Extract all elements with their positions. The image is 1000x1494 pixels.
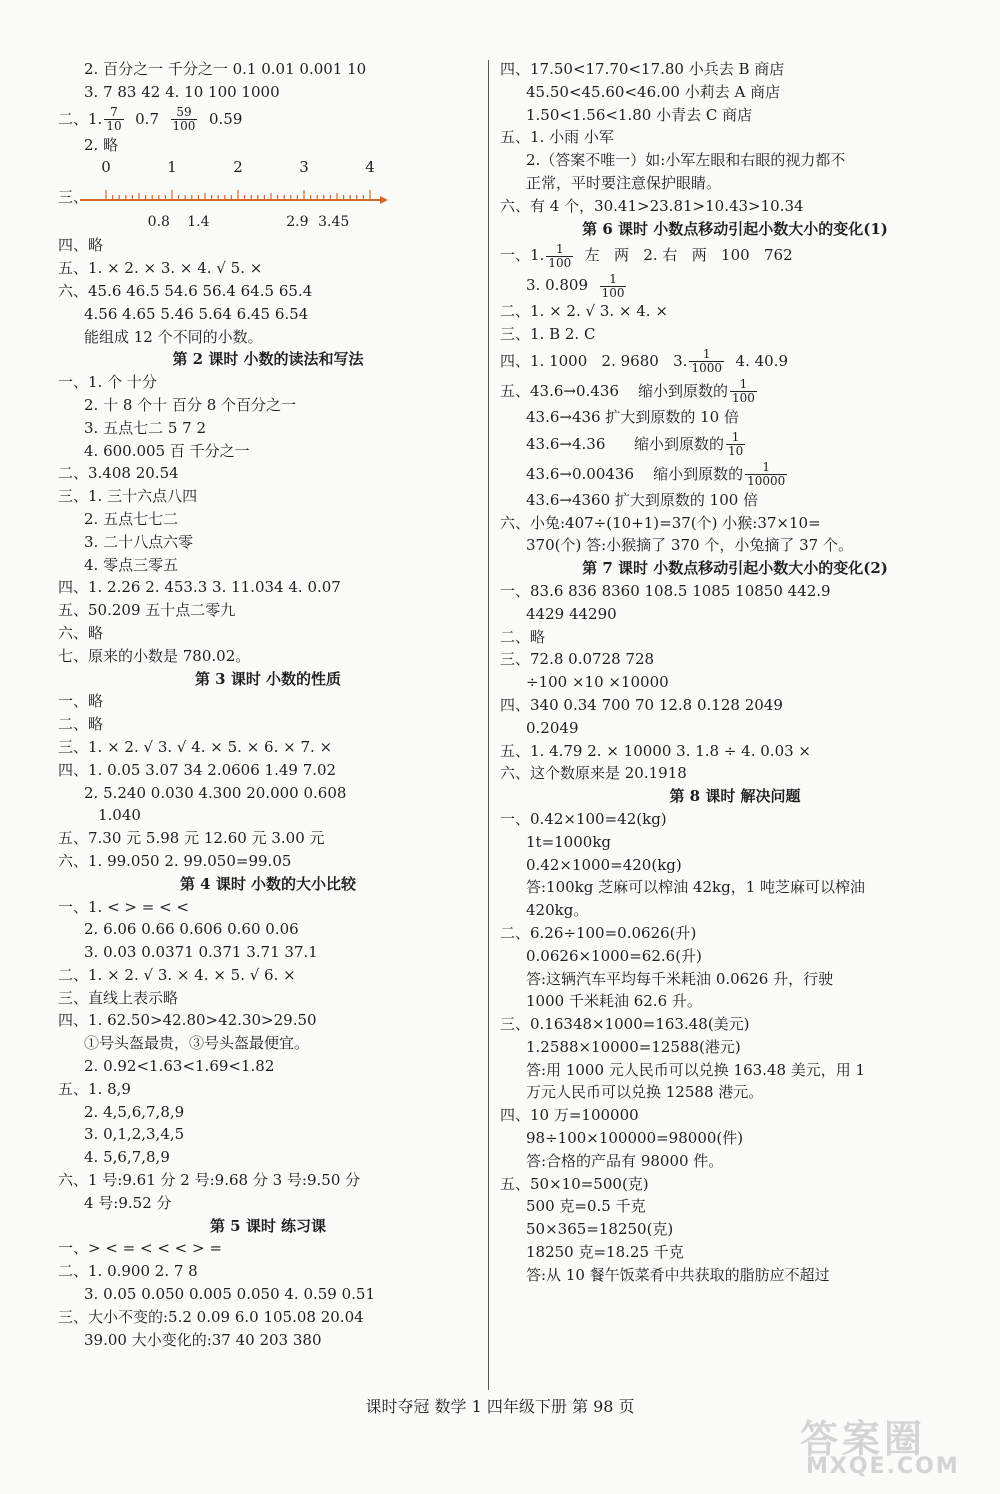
- section-heading: 第 5 课时 练习课: [209, 1216, 327, 1235]
- answer-line: 四、17.50<17.70<17.80 小兵去 B 商店: [500, 60, 785, 78]
- answer-line: 500 克=0.5 千克: [526, 1197, 646, 1216]
- answer-line: 43.6→436 扩大到原数的 10 倍: [526, 407, 739, 426]
- number-line-point-label: 3.45: [318, 214, 350, 231]
- answer-line: 1.2588×10000=12588(港元): [526, 1037, 741, 1056]
- number-line: [80, 156, 440, 234]
- fraction-numerator: 1: [745, 461, 787, 475]
- number-line-tick-label: 0: [101, 158, 111, 177]
- answer-line: 2.（答案不唯一）如:小军左眼和右眼的视力都不: [526, 151, 846, 170]
- fraction: [730, 378, 757, 405]
- answer-line: 2. 6.06 0.66 0.606 0.60 0.06: [84, 920, 299, 939]
- answer-line: 五、7.30 元 5.98 元 12.60 元 3.00 元: [58, 829, 325, 848]
- answer-text: 四、1. 1000 2. 9680 3.: [500, 351, 688, 370]
- answer-text: 43.6→4.36 缩小到原数的: [526, 434, 724, 453]
- answer-line: 万元人民币可以兑换 12588 港元。: [526, 1083, 764, 1102]
- column-divider: [488, 60, 489, 1390]
- number-line-point-label: 1.4: [187, 214, 210, 231]
- answer-line: 答:合格的产品有 98000 件。: [526, 1151, 724, 1170]
- fraction-numerator: 1: [689, 348, 724, 362]
- fraction: [600, 273, 627, 300]
- answer-line: 一、略: [58, 692, 104, 711]
- answer-line: 420kg。: [526, 901, 589, 920]
- answer-line: 50×365=18250(克): [526, 1220, 674, 1239]
- answer-line: 六、45.6 46.5 54.6 56.4 64.5 65.4: [58, 281, 313, 300]
- answer-line: 正常，平时要注意保护眼睛。: [526, 173, 722, 192]
- answer-text: 左 两 2. 右 两 100 762: [575, 246, 793, 265]
- fraction-denominator: 10000: [747, 474, 786, 489]
- arrow-icon: [380, 196, 388, 204]
- answer-line: 39.00 大小变化的:37 40 203 380: [84, 1330, 322, 1349]
- fraction-numerator: 1: [730, 378, 757, 392]
- fraction-numerator: 59: [171, 106, 198, 120]
- fraction-numerator: 1: [726, 431, 745, 445]
- answer-line: 四、10 万=100000: [500, 1106, 639, 1125]
- answer-line: 3. 7 83 42 4. 10 100 1000: [84, 82, 280, 101]
- fraction: [546, 243, 573, 270]
- answer-line-fraction: [500, 459, 970, 489]
- fraction-numerator: 1: [546, 243, 573, 257]
- fraction-denominator: 100: [601, 285, 625, 300]
- answer-line: 三、1. B 2. C: [500, 325, 596, 344]
- watermark-logo: [792, 1408, 982, 1478]
- answer-line: 二、1. × 2. √ 3. × 4. ×: [500, 302, 668, 321]
- answer-text: 0.7: [125, 109, 169, 128]
- answer-line: 4. 5,6,7,8,9: [84, 1148, 170, 1167]
- number-line-point-label: 0.8: [147, 214, 170, 231]
- answer-line: 2. 0.92<1.63<1.69<1.82: [84, 1057, 275, 1076]
- answer-line: 六、有 4 个，30.41>23.81>10.43>10.34: [500, 196, 804, 215]
- answer-line: 2. 5.240 0.030 4.300 20.000 0.608: [84, 783, 347, 802]
- answer-line: 七、原来的小数是 780.02。: [58, 646, 251, 665]
- answer-line: 六、1. 99.050 2. 99.050=99.05: [58, 851, 292, 870]
- answer-line-fraction: [500, 429, 970, 459]
- answer-line: 四、340 0.34 700 70 12.8 0.128 2049: [500, 695, 783, 714]
- answer-line: 1.040: [98, 806, 141, 825]
- answer-line: 2. 百分之一 千分之一 0.1 0.01 0.001 10: [84, 60, 367, 78]
- answer-line: 二、1. 0.900 2. 7 8: [58, 1262, 198, 1281]
- answer-line: 一、83.6 836 8360 108.5 1085 10850 442.9: [500, 581, 831, 600]
- answer-line: 四、略: [58, 236, 104, 255]
- answer-line: 二、略: [500, 627, 546, 646]
- answer-text: 43.6→0.00436 缩小到原数的: [526, 464, 744, 483]
- page-footer: 课时夺冠 数学 1 四年级下册 第 98 页: [365, 1397, 635, 1416]
- number-line-row: [58, 156, 478, 234]
- fraction-denominator: 1000: [691, 361, 722, 376]
- fraction: [745, 461, 787, 488]
- watermark-text: 答案圈: [800, 1417, 927, 1461]
- answer-line: 四、1. 2.26 2. 453.3 3. 11.034 4. 0.07: [58, 578, 341, 597]
- answer-line: 一、1. 个 十分: [58, 373, 157, 392]
- right-column: [500, 58, 970, 1287]
- answer-line: 3. 五点七二 5 7 2: [84, 418, 207, 437]
- answer-line: 二、略: [58, 715, 104, 734]
- answer-line-fraction: [500, 346, 970, 376]
- answer-text: 五、43.6→0.436 缩小到原数的: [500, 381, 728, 400]
- answer-line: 五、1. 小雨 小军: [500, 128, 614, 147]
- answer-line: 一、0.42×100=42(kg): [500, 809, 667, 828]
- answer-line: 1.50<1.56<1.80 小青去 C 商店: [526, 105, 753, 124]
- answer-line: 370(个) 答:小猴摘了 370 个，小兔摘了 37 个。: [526, 536, 853, 555]
- section-heading: 第 8 课时 解决问题: [669, 787, 801, 806]
- fraction-denominator: 10: [106, 119, 122, 134]
- answer-line: 能组成 12 个不同的小数。: [84, 327, 263, 346]
- answer-line: 18250 克=18.25 千克: [526, 1243, 684, 1262]
- answer-line: 二、6.26÷100=0.0626(升): [500, 923, 697, 942]
- answer-line-fraction: [500, 240, 970, 270]
- number-line-tick-label: 4: [365, 158, 375, 177]
- answer-line: 一、1. < > = < <: [58, 897, 189, 916]
- answer-line-fraction: [500, 376, 970, 406]
- answer-line: 四、1. 62.50>42.80>42.30>29.50: [58, 1011, 317, 1030]
- answer-line: 2. 4,5,6,7,8,9: [84, 1102, 185, 1121]
- answer-line: 答:这辆汽车平均每千米耗油 0.0626 升，行驶: [526, 969, 834, 988]
- answer-line: 二、3.408 20.54: [58, 464, 179, 483]
- answer-line: 三、大小不变的:5.2 0.09 6.0 105.08 20.04: [58, 1307, 364, 1326]
- answer-line: 五、1. 4.79 2. × 10000 3. 1.8 ÷ 4. 0.03 ×: [500, 741, 812, 760]
- answer-line: 答:从 10 餐午饭菜肴中共获取的脂肪应不超过: [526, 1265, 830, 1284]
- answer-line: 五、1. 8,9: [58, 1079, 131, 1098]
- answer-text: 4. 40.9: [725, 351, 788, 370]
- answer-line: 2. 略: [84, 135, 119, 154]
- answer-line: 三、直线上表示略: [58, 988, 179, 1007]
- fraction-denominator: 100: [172, 119, 196, 134]
- answer-line: 二、1. × 2. √ 3. × 4. × 5. √ 6. ×: [58, 965, 296, 984]
- answer-line: 六、小兔:407÷(10+1)=37(个) 小猴:37×10=: [500, 513, 821, 532]
- answer-line: 五、50.209 五十点二零九: [58, 601, 236, 620]
- answer-line: 五、1. × 2. × 3. × 4. √ 5. ×: [58, 259, 263, 278]
- answer-line: 答:用 1000 元人民币可以兑换 163.48 美元，用 1: [526, 1060, 866, 1079]
- answer-line: 六、略: [58, 623, 104, 642]
- answer-line: 4429 44290: [526, 604, 617, 623]
- answer-line: 三、72.8 0.0728 728: [500, 650, 655, 669]
- answer-line: 三、1. × 2. √ 3. √ 4. × 5. × 6. × 7. ×: [58, 737, 333, 756]
- answer-line: 1t=1000kg: [526, 832, 612, 851]
- answer-line: 0.0626×1000=62.6(升): [526, 946, 702, 965]
- answer-line: 2. 十 8 个十 百分 8 个百分之一: [84, 395, 297, 414]
- number-line-tick-label: 1: [167, 158, 177, 177]
- fraction-denominator: 100: [548, 255, 572, 270]
- section-heading: 第 3 课时 小数的性质: [194, 669, 342, 688]
- answer-line: 3. 0,1,2,3,4,5: [84, 1125, 185, 1144]
- fraction-denominator: 100: [731, 391, 755, 406]
- answer-line: 答:100kg 芝麻可以榨油 42kg，1 吨芝麻可以榨油: [526, 878, 866, 897]
- fraction: [171, 106, 198, 133]
- section-heading: 第 7 课时 小数点移动引起小数大小的变化(2): [582, 559, 888, 578]
- answer-line: 2. 五点七七二: [84, 509, 179, 528]
- answer-line: 1000 千米耗油 62.6 升。: [526, 992, 702, 1011]
- answer-line: 0.42×1000=420(kg): [526, 855, 682, 874]
- fraction-denominator: 10: [727, 444, 744, 459]
- answer-line: 六、1 号:9.61 分 2 号:9.68 分 3 号:9.50 分: [58, 1171, 361, 1190]
- answer-line: 3. 二十八点六零: [84, 532, 194, 551]
- answer-line: 45.50<45.60<46.00 小莉去 A 商店: [526, 82, 781, 101]
- number-line-tick-label: 2: [233, 158, 243, 177]
- answer-line: 3. 0.05 0.050 0.005 0.050 4. 0.59 0.51: [84, 1285, 376, 1304]
- answer-line: ①号头盔最贵，③号头盔最便宜。: [84, 1034, 310, 1053]
- answer-line: 98÷100×100000=98000(件): [526, 1129, 744, 1148]
- answer-line: 43.6→4360 扩大到原数的 100 倍: [526, 490, 759, 509]
- answer-line: 4 号:9.52 分: [84, 1193, 172, 1212]
- answer-text: 二、1.: [58, 109, 103, 128]
- section-heading: 第 4 课时 小数的大小比较: [179, 874, 357, 893]
- answer-line: 4. 零点三零五: [84, 555, 179, 574]
- answer-line: 4. 600.005 百 千分之一: [84, 441, 250, 460]
- answer-line-fraction: [58, 104, 478, 134]
- answer-text: 3. 0.809: [526, 276, 598, 295]
- fraction: [689, 348, 724, 375]
- answer-line: 0.2049: [526, 718, 579, 737]
- fraction: [726, 431, 745, 458]
- answer-line: 三、0.16348×1000=163.48(美元): [500, 1015, 750, 1034]
- answer-line: 五、50×10=500(克): [500, 1174, 649, 1193]
- answer-line: ÷100 ×10 ×10000: [526, 673, 669, 692]
- section-heading: 第 6 课时 小数点移动引起小数大小的变化(1): [582, 219, 888, 238]
- answer-line: 六、这个数原来是 20.1918: [500, 764, 687, 783]
- number-line-tick-label: 3: [299, 158, 309, 177]
- fraction: [104, 106, 123, 133]
- fraction-numerator: 1: [600, 273, 627, 287]
- left-column: [58, 58, 478, 1351]
- question-label: 三、: [58, 188, 89, 207]
- answer-line: 一、> < = < < < > =: [58, 1239, 222, 1258]
- answer-line: 三、1. 三十六点八四: [58, 487, 198, 506]
- answer-line: 3. 0.03 0.0371 0.371 3.71 37.1: [84, 943, 318, 962]
- answer-line: 4.56 4.65 5.46 5.64 6.45 6.54: [84, 304, 309, 323]
- fraction-numerator: 7: [104, 106, 123, 120]
- section-heading: 第 2 课时 小数的读法和写法: [172, 350, 364, 369]
- answer-line: 四、1. 0.05 3.07 34 2.0606 1.49 7.02: [58, 760, 337, 779]
- number-line-point-label: 2.9: [286, 214, 309, 231]
- answer-text: 一、1.: [500, 246, 545, 265]
- watermark-url: MXQE.COM: [806, 1454, 960, 1479]
- answer-line-fraction: [500, 270, 970, 300]
- answer-text: 0.59: [199, 109, 243, 128]
